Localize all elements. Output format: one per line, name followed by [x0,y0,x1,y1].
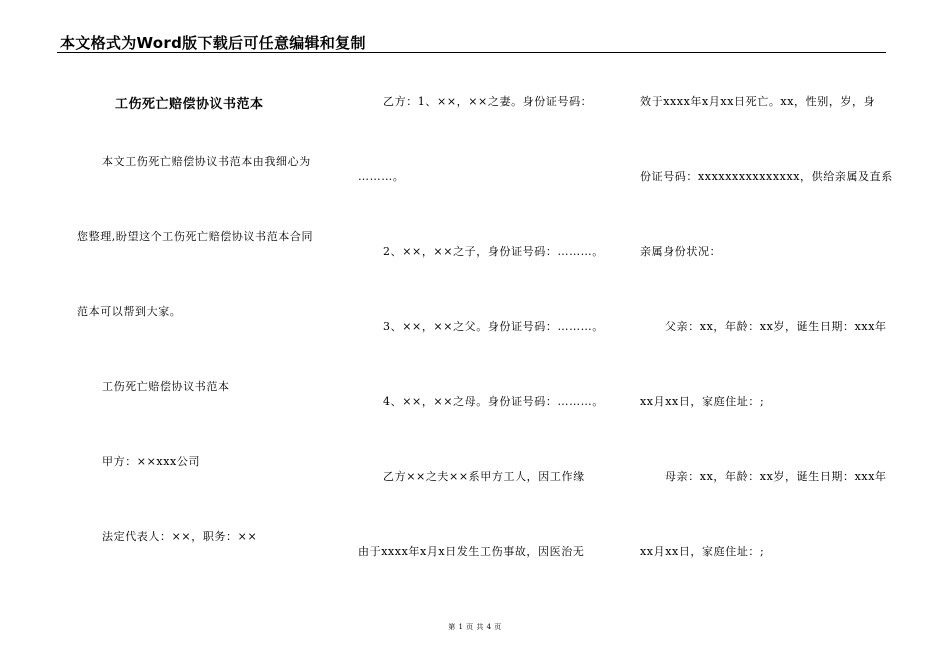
left-line-6: 法定代表人：××，职务：×× [102,530,258,543]
document-header-title: 本文格式为Word版下载后可任意编辑和复制 [60,34,366,52]
right-line-3: 亲属身份状况： [640,245,722,258]
left-line-1: 本文工伤死亡赔偿协议书范本由我细心为 [102,155,311,168]
right-line-7: xx月xx日，家庭住址：; [640,545,765,558]
right-line-5: xx月xx日，家庭住址：; [640,395,765,408]
document-title: 工伤死亡赔偿协议书范本 [115,97,264,112]
right-line-2: 份证号码：xxxxxxxxxxxxxxx，供给亲属及直系 [640,170,893,183]
left-line-5: 甲方：××xxx公司 [102,455,201,468]
right-line-6: 母亲：xx，年龄：xx岁，诞生日期：xxx年 [665,470,887,483]
right-line-4: 父亲：xx，年龄：xx岁，诞生日期：xxx年 [665,320,887,333]
middle-line-5: 4、××，××之母。身份证号码：………。 [383,395,604,408]
middle-line-2: ………。 [358,170,405,183]
right-line-1: 效于xxxx年x月xx日死亡。xx，性别，岁，身 [640,95,876,108]
left-line-2: 您整理,盼望这个工伤死亡赔偿协议书范本合同 [77,230,314,243]
middle-line-7: 由于xxxx年x月x日发生工伤事故，因医治无 [358,545,585,558]
middle-line-1: 乙方：1、××，××之妻。身份证号码： [383,95,593,108]
middle-line-6: 乙方××之夫××系甲方工人，因工作缘 [383,470,585,483]
middle-line-4: 3、××，××之父。身份证号码：………。 [383,320,604,333]
left-line-3: 范本可以帮到大家。 [77,305,182,318]
left-line-4: 工伤死亡赔偿协议书范本 [102,380,230,393]
header-divider [57,52,886,53]
middle-line-3: 2、××，××之子，身份证号码：………。 [383,245,604,258]
page-footer: 第 1 页 共 4 页 [448,623,502,631]
